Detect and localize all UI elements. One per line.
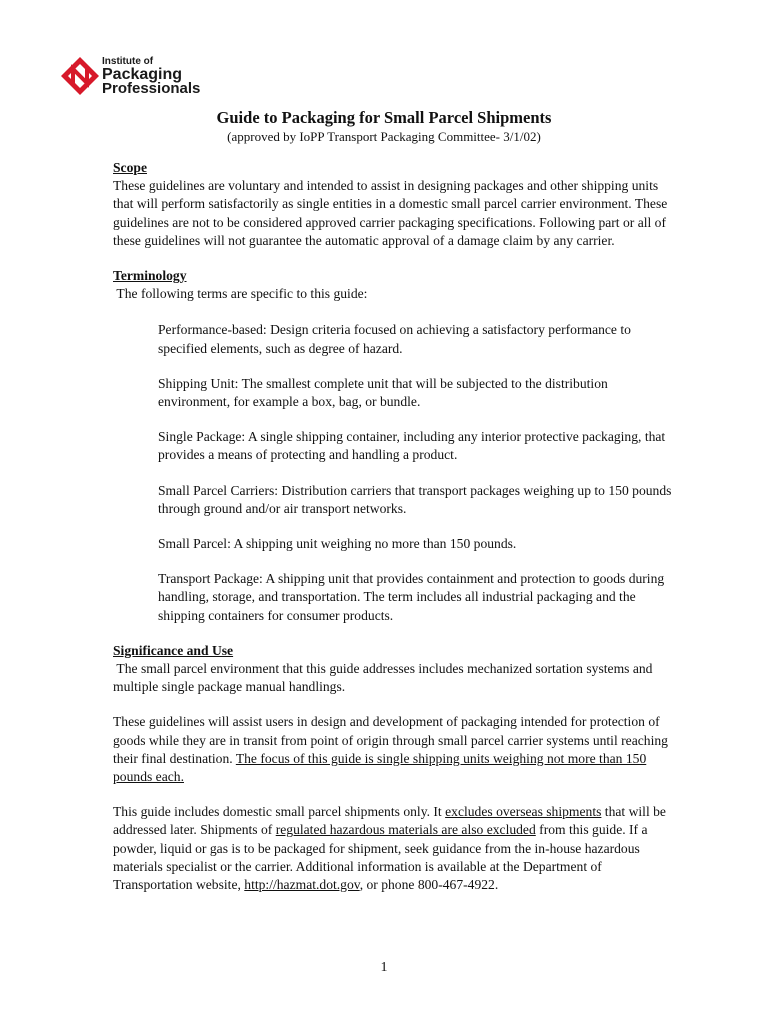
focus-statement: The focus of this guide is single shipping units weighing not more than 150 pounds each. <box>113 750 647 785</box>
document-subtitle: (approved by IoPP Transport Packaging Committee- 3/1/02) <box>227 129 541 144</box>
term-small-parcel: Small Parcel: A shipping unit weighing no more than 150 pounds. <box>158 536 517 552</box>
document-title: Guide to Packaging for Small Parcel Shipments <box>216 108 552 127</box>
term-performance-based: Performance-based: Design criteria focused on achieving a satisfactory performance to specified elements, such as degree of hazard. <box>158 322 631 356</box>
logo-wordmark <box>102 57 200 96</box>
logo-line-3: Professionals <box>102 80 201 97</box>
logo-line-2: Packaging <box>102 66 183 83</box>
iopp-logo <box>60 54 220 102</box>
term-small-parcel-carriers: Small Parcel Carriers: Distribution carriers that transport packages weighing up to 150 pounds through ground and/or air transport networks. <box>158 482 672 516</box>
hazmat-link[interactable]: http://hazmat.dot.gov <box>244 877 360 893</box>
iopp-mark-icon <box>60 56 100 96</box>
logo-line-1: Institute of <box>102 56 154 67</box>
terminology-heading: Terminology <box>113 268 187 284</box>
page-number: 1 <box>380 960 388 975</box>
scope-heading: Scope <box>113 160 147 175</box>
document-body <box>113 159 673 894</box>
scope-paragraph: These guidelines are voluntary and intended to assist in designing packages and other shipping units that will perform satisfactorily as single entities in a domestic small parcel carrier environment. These guidelines are not to be considered approved carrier packaging specifications. Following part or all of these guidelines will not guarantee the automatic approval of a damage claim by any carrier. <box>113 178 668 248</box>
overseas-exclusion: excludes overseas shipments <box>445 804 602 820</box>
term-shipping-unit: Shipping Unit: The smallest complete unit that will be subjected to the distribution environment, for example a box, bag, or bundle. <box>158 375 608 410</box>
terminology-intro: The following terms are specific to this guide: <box>116 286 368 302</box>
significance-paragraph-1: The small parcel environment that this guide addresses includes mechanized sortation systems and multiple single package manual handlings. <box>113 661 653 695</box>
hazmat-exclusion: regulated hazardous materials are also excluded <box>275 822 536 838</box>
term-transport-package: Transport Package: A shipping unit that provides containment and protection to goods during handling, storage, and transportation. The term includes all industrial packaging and the shipping containers for consumer products. <box>158 571 665 623</box>
term-single-package: Single Package: A single shipping container, including any interior protective packaging, that provides a means of protecting and handling a product. <box>158 429 666 463</box>
significance-paragraph-2: These guidelines will assist users in design and development of packaging intended for protection of goods while they are in transit from point of origin through small parcel carrier systems until reaching their final destination. The focus of this guide is single shipping units weighing not more than 150 pounds each. <box>113 714 668 785</box>
significance-paragraph-3: This guide includes domestic small parcel shipments only. It excludes overseas shipments that will be addressed later. Shipments of regulated hazardous materials are also excluded from this guide. If a powder, liquid or gas is to be packaged for shipment, seek guidance from the in-house hazardous materials specialist or the carrier. Additional information is available at the Department of Transportation website, http://hazmat.dot.gov, or phone 800-467-4922. <box>113 804 666 893</box>
significance-heading: Significance and Use <box>113 642 234 658</box>
